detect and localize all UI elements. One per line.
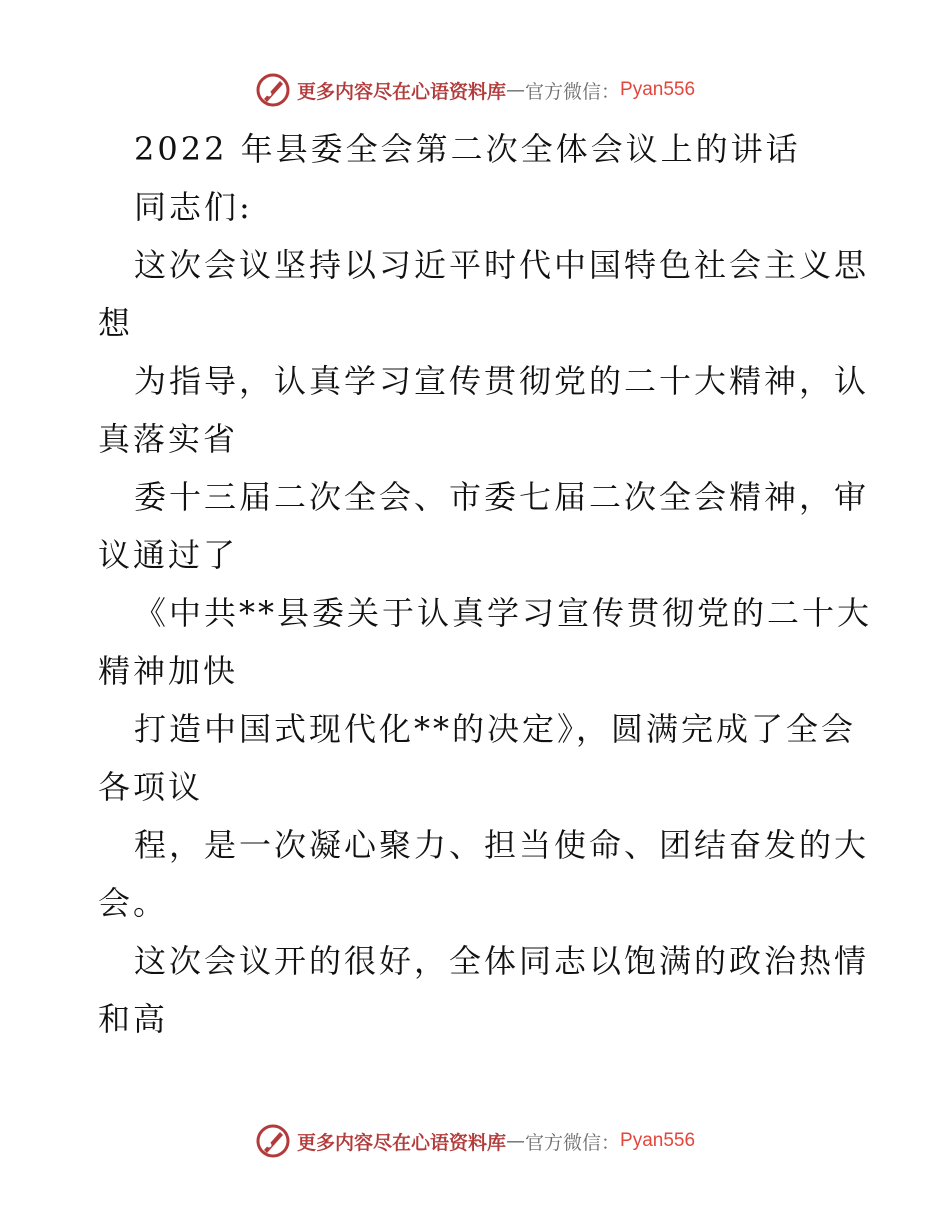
text-line: 会。 bbox=[98, 884, 169, 922]
text-line: 这次会议坚持以习近平时代中国特色社会主义思 bbox=[134, 246, 870, 284]
text-line: 精神加快 bbox=[98, 652, 239, 690]
header-banner bbox=[0, 72, 950, 108]
banner-text-more: 更多内容尽在 bbox=[296, 1131, 411, 1154]
banner-text-account: Pyan556 bbox=[620, 79, 696, 100]
document-title: 2022 年县委全会第二次全体会议上的讲话 bbox=[134, 130, 801, 168]
text-line: 各项议 bbox=[98, 768, 204, 806]
banner-text-library: 心语资料库 bbox=[410, 80, 506, 103]
banner-text-dash: — bbox=[506, 79, 525, 101]
banner-text-account: Pyan556 bbox=[620, 1130, 696, 1151]
text-line: 同志们: bbox=[134, 188, 253, 226]
text-line: 想 bbox=[98, 304, 134, 342]
pen-logo-icon bbox=[255, 72, 291, 108]
text-line: 程，是一次凝心聚力、担当使命、团结奋发的大 bbox=[134, 826, 870, 864]
text-line: 和高 bbox=[98, 1000, 169, 1038]
text-line: 委十三届二次全会、市委七届二次全会精神，审 bbox=[134, 478, 870, 516]
banner-text-more: 更多内容尽在 bbox=[296, 80, 411, 103]
document-body bbox=[98, 120, 873, 1048]
text-line: 议通过了 bbox=[98, 536, 239, 574]
text-line: 真落实省 bbox=[98, 420, 239, 458]
text-line: 打造中国式现代化**的决定》，圆满完成了全会 bbox=[134, 710, 857, 748]
footer-banner bbox=[0, 1123, 950, 1159]
pen-logo-icon bbox=[255, 1123, 291, 1159]
banner-text-wechat: 官方微信： bbox=[525, 80, 621, 103]
banner-text-dash: — bbox=[506, 1130, 525, 1152]
banner-text-wechat: 官方微信： bbox=[525, 1131, 621, 1154]
text-line: 这次会议开的很好，全体同志以饱满的政治热情 bbox=[134, 942, 870, 980]
text-line: 《中共**县委关于认真学习宣传贯彻党的二十大 bbox=[134, 594, 873, 632]
banner-text-library: 心语资料库 bbox=[410, 1131, 506, 1154]
text-line: 为指导，认真学习宣传贯彻党的二十大精神，认 bbox=[134, 362, 870, 400]
